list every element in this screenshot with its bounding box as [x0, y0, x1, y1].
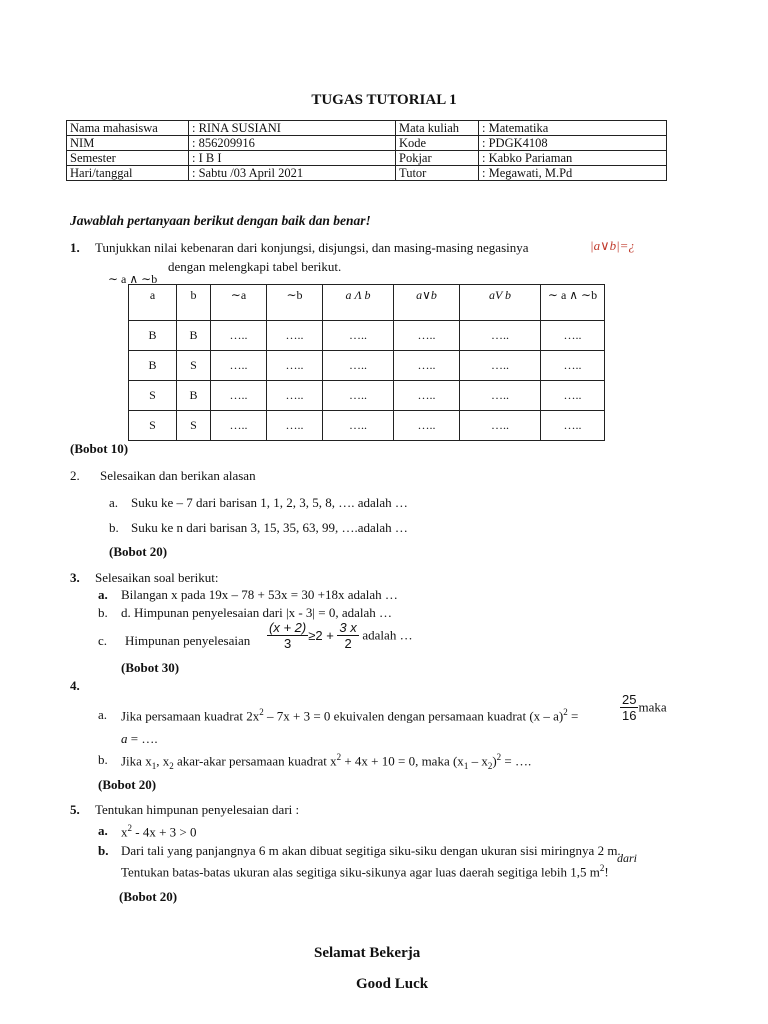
- superscript: 2: [599, 863, 605, 873]
- table-cell: …..: [323, 381, 394, 411]
- q3b-text: d. Himpunan penyelesaian dari |x - 3| = 0, adalah …: [121, 605, 393, 620]
- header-cell: a∨b: [394, 285, 460, 321]
- text-run: - 4x + 3 > 0: [132, 824, 197, 840]
- table-cell: …..: [323, 411, 394, 441]
- table-cell: S: [177, 351, 211, 381]
- q3c-text: Himpunan penyelesaian: [125, 633, 251, 648]
- q2-bobot: (Bobot 20): [109, 544, 168, 559]
- q4-bobot: (Bobot 20): [98, 777, 157, 792]
- table-row: [129, 321, 605, 351]
- table-cell: …..: [541, 321, 605, 351]
- info-row: [67, 166, 667, 181]
- table-cell: S: [177, 411, 211, 441]
- text-run: = ….: [501, 753, 532, 769]
- info-label: Pokjar: [396, 151, 479, 166]
- instruction-heading: Jawablah pertanyaan berikut dengan baik dan benar!: [70, 213, 371, 228]
- header-cell: ∼b: [267, 285, 323, 321]
- table-cell: …..: [267, 321, 323, 351]
- q4a-text: [121, 707, 578, 724]
- info-value: : Kabko Pariaman: [479, 151, 667, 166]
- fraction-denominator: 3: [283, 636, 292, 651]
- superscript: 2: [496, 752, 502, 762]
- q3c-label: c.: [98, 633, 108, 648]
- q3-number: 3.: [70, 570, 80, 585]
- text-run: + 4x + 10 = 0, maka (x: [341, 753, 464, 769]
- q3-text: Selesaikan soal berikut:: [95, 570, 219, 585]
- table-cell: …..: [211, 411, 267, 441]
- q1-overflow-label: ∼ a ∧ ∼b: [108, 272, 158, 286]
- header-cell: ∼a: [211, 285, 267, 321]
- text-run: – x: [468, 753, 488, 769]
- closing-line-2: Good Luck: [356, 976, 429, 992]
- table-cell: S: [129, 381, 177, 411]
- q4a-label: a.: [98, 707, 108, 722]
- formula-operator: ≥2 +: [308, 628, 334, 643]
- info-label: Mata kuliah: [396, 121, 479, 136]
- table-row: [129, 351, 605, 381]
- q1-formula: |a∨b|=¿: [590, 238, 635, 253]
- table-cell: …..: [394, 411, 460, 441]
- text-run: = ….: [127, 731, 158, 746]
- info-value: : RINA SUSIANI: [189, 121, 396, 136]
- table-cell: …..: [460, 381, 541, 411]
- fraction: [337, 620, 358, 651]
- table-cell: …..: [267, 351, 323, 381]
- q4a-fraction: [620, 692, 667, 723]
- table-cell: …..: [541, 411, 605, 441]
- text-run: Jika x: [121, 753, 152, 769]
- table-cell: …..: [267, 411, 323, 441]
- info-value: : Megawati, M.Pd: [479, 166, 667, 181]
- document-title: TUGAS TUTORIAL 1: [311, 92, 457, 108]
- q2b-label: b.: [109, 520, 119, 535]
- q5b-line-2: [121, 863, 609, 880]
- text-run: – 7x + 3 = 0 ekuivalen dengan persamaan kuadrat (x – a): [263, 708, 564, 724]
- q4b-text: [121, 752, 531, 771]
- text-run: x: [121, 824, 128, 840]
- info-value: : PDGK4108: [479, 136, 667, 151]
- superscript: 2: [259, 707, 264, 717]
- student-info-table: [66, 120, 667, 181]
- text-run: maka: [638, 699, 667, 715]
- q5b-line-1: Dari tali yang panjangnya 6 m akan dibuat segitiga siku-siku dengan ukuran sisi miringnya 2 m.: [121, 843, 621, 858]
- header-cell: aV b: [460, 285, 541, 321]
- table-cell: …..: [541, 381, 605, 411]
- table-cell: …..: [211, 321, 267, 351]
- info-row: [67, 151, 667, 166]
- formula-end: adalah …: [362, 627, 413, 643]
- header-cell: a: [129, 285, 177, 321]
- variable: a: [121, 731, 128, 746]
- q2a-label: a.: [109, 495, 119, 510]
- subscript: 2: [487, 760, 493, 771]
- fraction-denominator: 2: [344, 636, 352, 651]
- text-run: Jika persamaan kuadrat 2x: [121, 708, 260, 724]
- table-cell: …..: [211, 351, 267, 381]
- q3c-formula: [267, 620, 413, 651]
- q2b-text: Suku ke n dari barisan 3, 15, 35, 63, 99, ….adalah …: [131, 520, 408, 535]
- q3b-label: b.: [98, 605, 108, 620]
- text-run: =: [567, 708, 579, 724]
- table-row: [129, 381, 605, 411]
- fraction: [267, 620, 308, 651]
- text-run: !: [604, 864, 609, 880]
- fraction: [620, 692, 638, 723]
- q5a-label: a.: [98, 823, 108, 838]
- q1-text-2: dengan melengkapi tabel berikut.: [168, 259, 342, 274]
- header-cell: a Λ b: [323, 285, 394, 321]
- q5a-text: [121, 823, 197, 840]
- subscript: 1: [463, 760, 469, 771]
- truth-table: [128, 284, 605, 441]
- info-value: : 856209916: [189, 136, 396, 151]
- subscript: 2: [169, 760, 174, 771]
- q3a-text: Bilangan x pada 19x – 78 + 53x = 30 +18x adalah …: [121, 587, 398, 602]
- fraction-numerator: (x + 2): [269, 620, 307, 635]
- superscript: 2: [127, 823, 132, 833]
- table-cell: …..: [211, 381, 267, 411]
- header-cell: b: [177, 285, 211, 321]
- table-cell: …..: [460, 351, 541, 381]
- text-run: ): [492, 753, 497, 769]
- q5-number: 5.: [70, 802, 80, 817]
- q5b-label: b.: [98, 843, 109, 858]
- table-cell: B: [129, 351, 177, 381]
- table-cell: …..: [323, 351, 394, 381]
- table-cell: …..: [460, 321, 541, 351]
- info-row: [67, 121, 667, 136]
- q3a-label: a.: [98, 587, 108, 602]
- table-cell: …..: [323, 321, 394, 351]
- q3-bobot: (Bobot 30): [121, 660, 180, 675]
- q4-number: 4.: [70, 678, 80, 693]
- q4a-line-2: [121, 731, 158, 747]
- info-value: : Sabtu /03 April 2021: [189, 166, 396, 181]
- closing-line-1: Selamat Bekerja: [314, 945, 421, 961]
- info-label: Tutor: [396, 166, 479, 181]
- table-cell: B: [177, 321, 211, 351]
- info-label: Nama mahasiswa: [67, 121, 189, 136]
- info-label: Kode: [396, 136, 479, 151]
- fraction-numerator: 3 x: [339, 620, 357, 635]
- table-cell: …..: [394, 381, 460, 411]
- superscript: 2: [336, 752, 342, 762]
- table-cell: …..: [394, 321, 460, 351]
- q2-text: Selesaikan dan berikan alasan: [100, 468, 256, 483]
- q5-text: Tentukan himpunan penyelesaian dari :: [95, 802, 300, 817]
- info-value: : I B I: [189, 151, 396, 166]
- text-run: Tentukan batas-batas ukuran alas segitiga siku-sikunya agar luas daerah segitiga lebih 1,5 m: [121, 864, 600, 880]
- text-run: akar-akar persamaan kuadrat x: [173, 753, 337, 769]
- table-cell: B: [129, 321, 177, 351]
- table-cell: S: [129, 411, 177, 441]
- table-cell: …..: [394, 351, 460, 381]
- text-run: , x: [156, 753, 170, 769]
- q1-number: 1.: [70, 240, 80, 255]
- table-cell: …..: [541, 351, 605, 381]
- q4b-label: b.: [98, 752, 108, 767]
- fraction-denominator: 16: [622, 708, 637, 723]
- info-row: [67, 136, 667, 151]
- q5-bobot: (Bobot 20): [119, 889, 178, 904]
- superscript: 2: [563, 707, 568, 717]
- info-label: NIM: [67, 136, 189, 151]
- q2a-text: Suku ke – 7 dari barisan 1, 1, 2, 3, 5, 8, …. adalah …: [131, 495, 408, 510]
- header-cell: ∼ a ∧ ∼b: [541, 285, 605, 321]
- table-cell: …..: [460, 411, 541, 441]
- q5b-overlay-word: dari: [617, 851, 638, 865]
- q2-number: 2.: [70, 468, 80, 483]
- info-label: Semester: [67, 151, 189, 166]
- table-cell: …..: [267, 381, 323, 411]
- subscript: 1: [151, 760, 157, 771]
- table-row: [129, 411, 605, 441]
- info-value: : Matematika: [479, 121, 667, 136]
- info-label: Hari/tanggal: [67, 166, 189, 181]
- q1-text: Tunjukkan nilai kebenaran dari konjungsi, disjungsi, dan masing-masing negasinya: [95, 240, 529, 255]
- q1-bobot: (Bobot 10): [70, 441, 129, 456]
- fraction-numerator: 25: [622, 692, 637, 707]
- truth-table-header: [129, 285, 605, 321]
- table-cell: B: [177, 381, 211, 411]
